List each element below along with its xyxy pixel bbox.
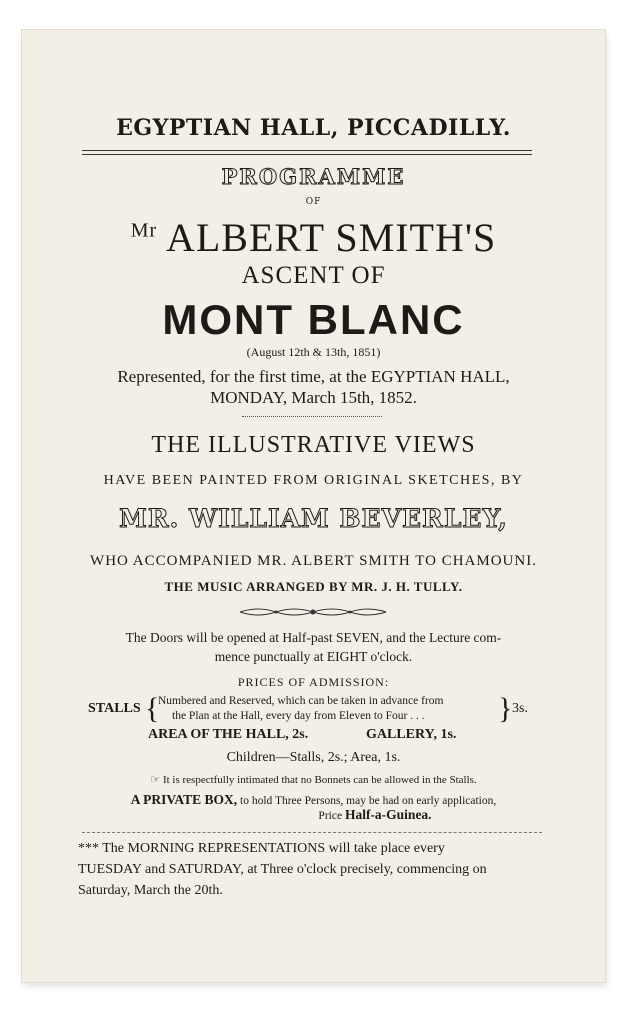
dotted-rule-divider xyxy=(242,416,382,417)
programme-heading: PROGRAMME xyxy=(221,164,406,189)
pointing-hand-icon: ☞ xyxy=(150,774,163,786)
represented-line-1: Represented, for the first time, at the EGYPTIAN HALL, xyxy=(117,367,510,386)
mont-blanc-title: MONT BLANC xyxy=(162,296,465,343)
double-rule-divider xyxy=(82,150,532,155)
mr-prefix: Mr xyxy=(130,219,158,242)
children-prices: Children—Stalls, 2s.; Area, 1s. xyxy=(226,750,401,765)
dashed-rule-divider xyxy=(82,832,542,833)
doors-line-2: mence punctually at EIGHT o'clock. xyxy=(214,649,413,664)
area-price: AREA OF THE HALL, 2s. xyxy=(148,727,309,742)
morning-line-2: TUESDAY and SATURDAY, at Three o'clock precisely, commencing on xyxy=(78,862,487,877)
private-box-line xyxy=(22,792,605,808)
morning-representations xyxy=(78,838,550,901)
ascent-dates: (August 12th & 13th, 1851) xyxy=(246,345,381,359)
stalls-price: 3s. xyxy=(512,701,528,716)
left-brace-icon: { xyxy=(145,692,160,725)
programme-sheet xyxy=(22,30,605,982)
ornament-divider-icon xyxy=(238,605,388,619)
stalls-label: STALLS xyxy=(88,701,141,716)
represented-line-2: MONDAY, March 15th, 1852. xyxy=(210,388,417,407)
bonnets-notice xyxy=(22,773,605,786)
morning-line-3: Saturday, March the 20th. xyxy=(78,883,223,898)
gallery-price: GALLERY, 1s. xyxy=(366,727,457,742)
venue-heading: EGYPTIAN HALL, PICCADILLY. xyxy=(116,115,511,141)
of-label: OF xyxy=(305,197,322,207)
stalls-description-2: the Plan at the Hall, every day from Eleven to Four . . . xyxy=(172,710,425,722)
right-brace-icon: } xyxy=(498,692,513,725)
artist-name: MR. WILLIAM BEVERLEY, xyxy=(119,504,508,533)
private-box-price-label: Price xyxy=(318,810,343,822)
ascent-of-label: ASCENT OF xyxy=(241,262,386,289)
music-credit: THE MUSIC ARRANGED BY MR. J. H. TULLY. xyxy=(164,579,463,594)
private-box-label: A PRIVATE BOX, xyxy=(130,792,238,807)
performer-name-text: ALBERT SMITH'S xyxy=(165,215,497,260)
bonnets-notice-text: It is respectfully intimated that no Bonnets can be allowed in the Stalls. xyxy=(162,774,477,786)
private-box-text: to hold Three Persons, may be had on early application, xyxy=(240,795,497,807)
prices-heading: PRICES OF ADMISSION: xyxy=(237,675,390,689)
performer-name xyxy=(22,214,605,261)
private-box-price-value: Half-a-Guinea. xyxy=(344,807,432,822)
doors-line-1: The Doors will be opened at Half-past SEVEN, and the Lecture com- xyxy=(125,630,502,645)
illustrative-views-heading: THE ILLUSTRATIVE VIEWS xyxy=(151,432,476,458)
stalls-description-1: Numbered and Reserved, which can be taken in advance from xyxy=(158,695,444,707)
painted-by-line: HAVE BEEN PAINTED FROM ORIGINAL SKETCHES, BY xyxy=(103,473,524,488)
morning-line-1: *** The MORNING REPRESENTATIONS will take place every xyxy=(78,841,445,856)
accompanied-line: WHO ACCOMPANIED MR. ALBERT SMITH TO CHAMOUNI. xyxy=(90,553,537,569)
private-box-price xyxy=(250,807,500,823)
